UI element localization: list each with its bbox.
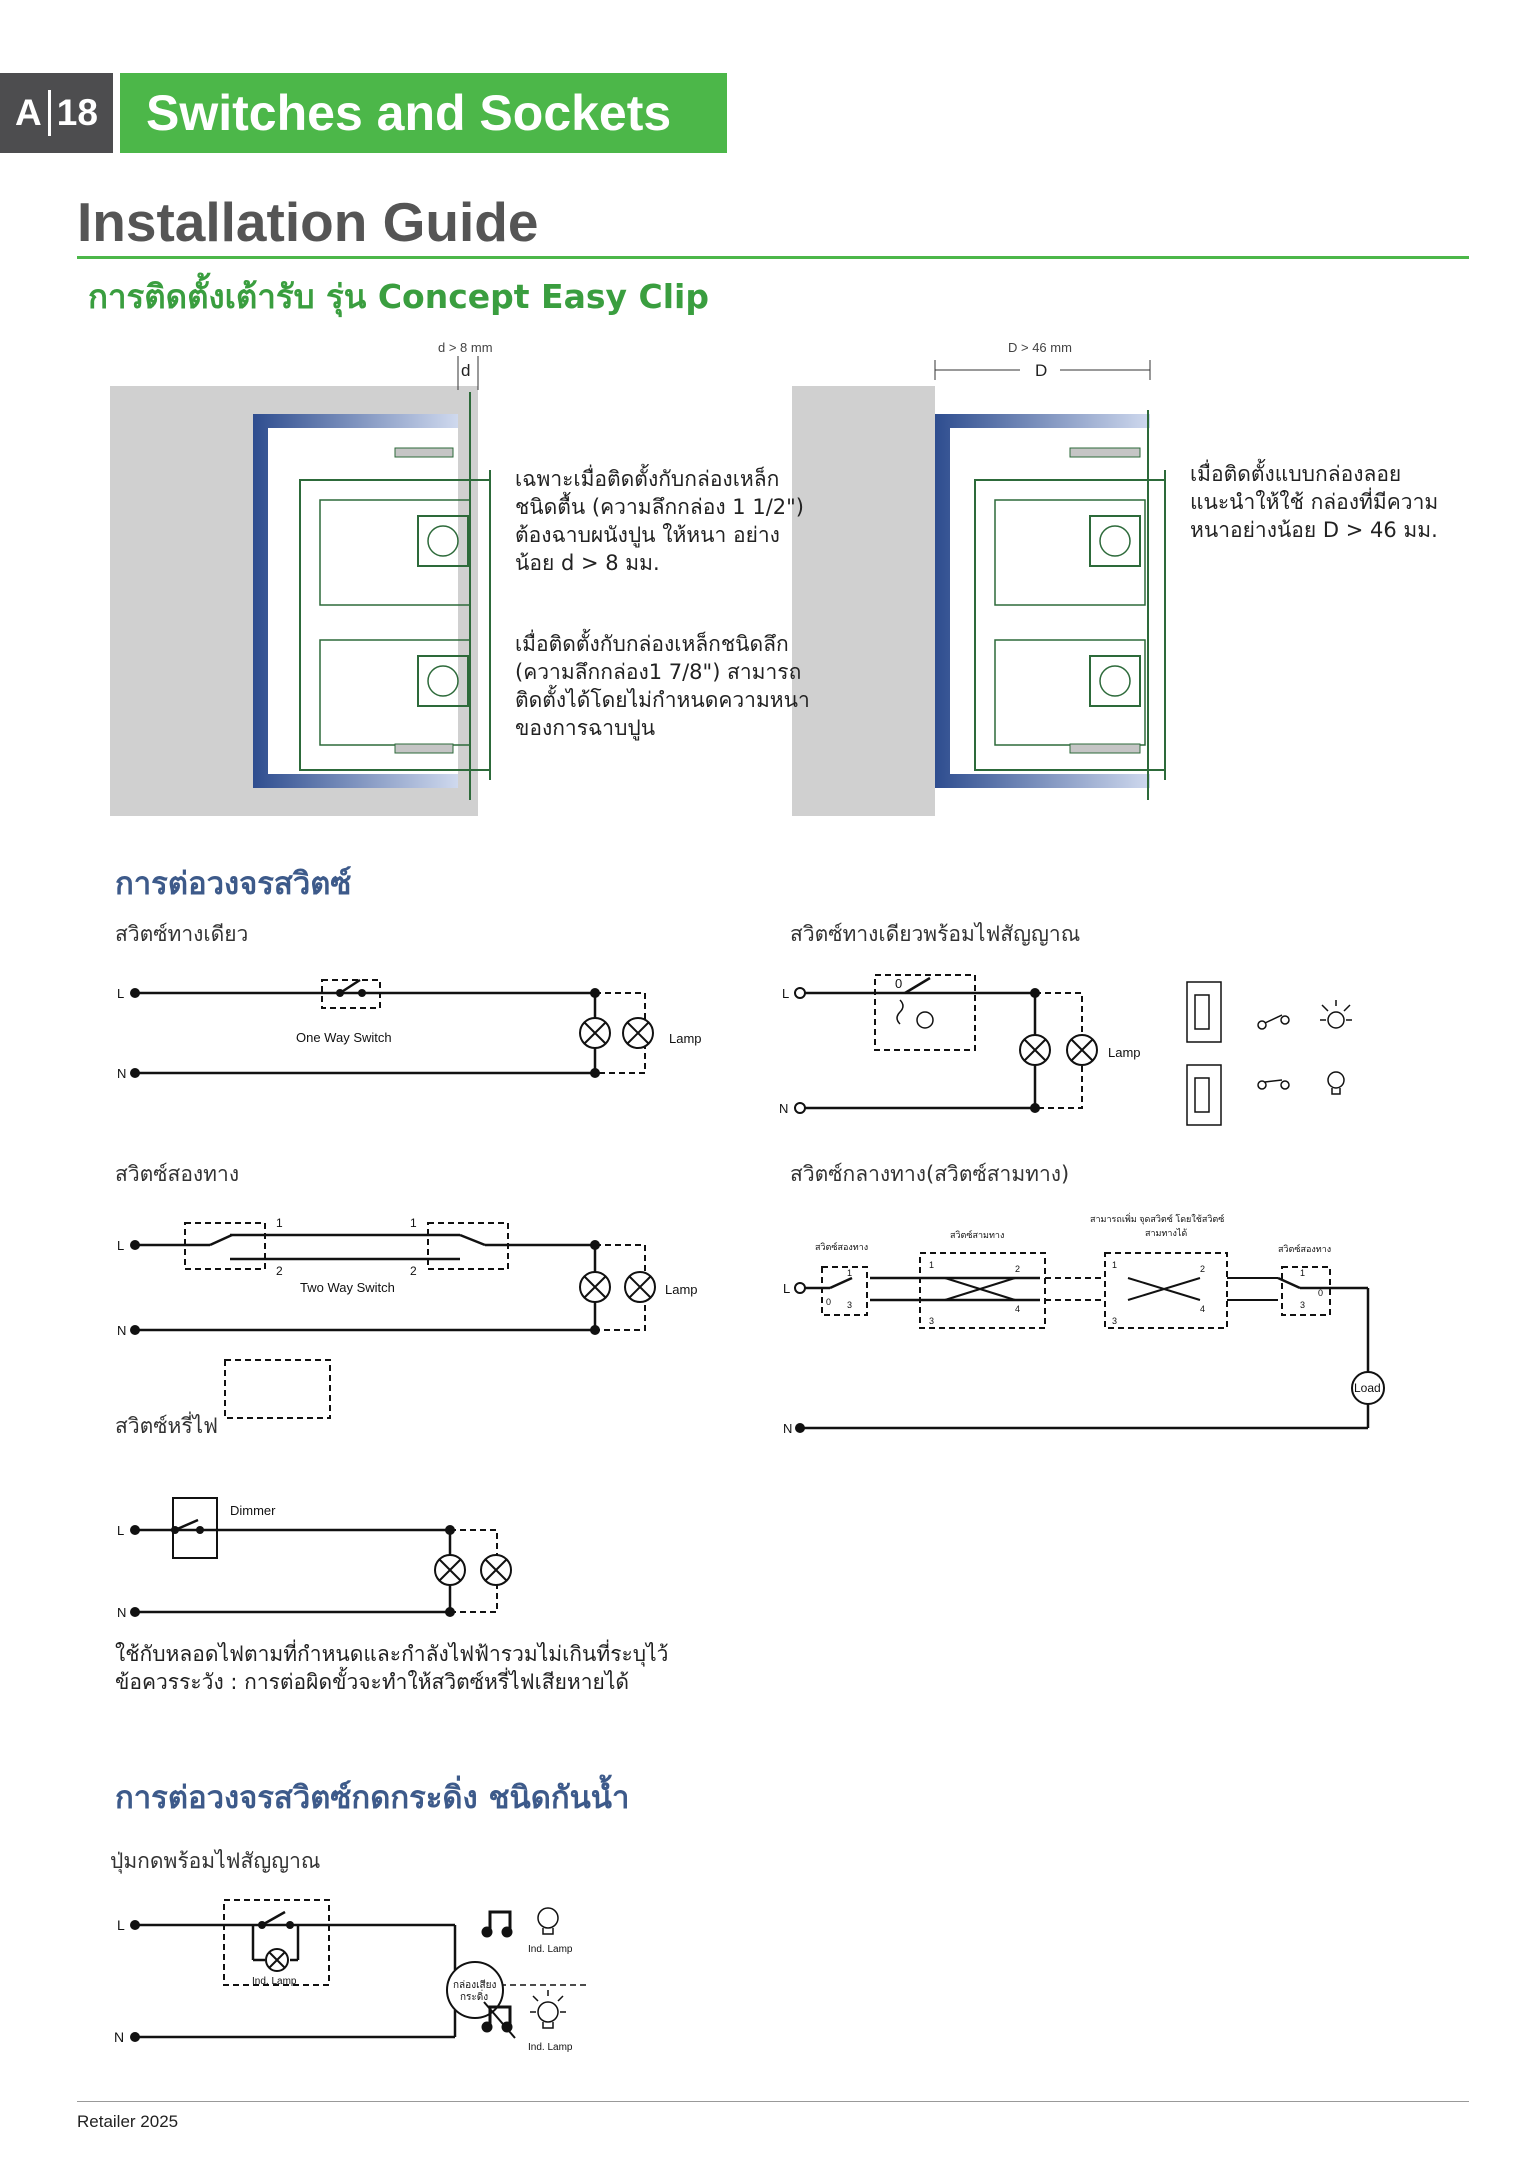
intermediate-title: สวิตซ์กลางทาง(สวิตซ์สามทาง) <box>790 1162 1070 1186</box>
screw-bottom <box>395 744 453 753</box>
ind-zero: 0 <box>895 976 903 991</box>
int-n3-c: 3 <box>1112 1316 1118 1326</box>
note-line: หนาอย่างน้อย D > 46 มม. <box>1190 518 1438 542</box>
lamp-icon <box>623 1018 653 1048</box>
bell-ind-lamp-label-2: Ind. Lamp <box>528 1944 573 1955</box>
bell-ind-lamp-label-1: Ind. Lamp <box>252 1976 297 1987</box>
dimmer-title: สวิตซ์หรี่ไฟ <box>115 1414 219 1438</box>
flush-mount-drawing <box>110 340 493 816</box>
tag-divider <box>48 90 51 136</box>
int-mid-label: สวิตซ์สามทาง <box>950 1230 1005 1240</box>
title-divider <box>77 256 1469 259</box>
two-way-t2-right: 2 <box>410 1264 417 1278</box>
install-note-surface <box>1190 460 1438 544</box>
page-subtitle: การติดตั้งเต้ารับ รุ่น Concept Easy Clip <box>88 277 709 316</box>
two-way-title: สวิตซ์สองทาง <box>115 1162 240 1186</box>
dimmer-N: N <box>117 1605 127 1620</box>
bell-switch-box <box>224 1900 329 1985</box>
lamp-icon <box>625 1272 655 1302</box>
bell-lamp-on-icon <box>530 1990 566 2028</box>
note-line: (ความลึกกล่อง1 7/8") สามารถ <box>515 660 802 684</box>
bell-N: N <box>114 2029 125 2045</box>
dimmer-L: L <box>117 1523 125 1538</box>
int-n3-b: 3 <box>929 1316 935 1326</box>
two-way-lamp-label: Lamp <box>665 1282 698 1297</box>
socket-hole-bottom <box>1090 656 1140 706</box>
bell-ind-lamp-label-3: Ind. Lamp <box>528 2042 573 2053</box>
int-n1-c: 1 <box>1112 1260 1118 1270</box>
dim-letter-d: d <box>461 361 471 380</box>
circuit-diagrams <box>0 960 1538 1660</box>
chapter-title: Switches and Sockets <box>120 73 727 153</box>
two-way-t1-right: 1 <box>410 1216 417 1230</box>
int-n4: 4 <box>1015 1304 1021 1314</box>
page-number-tag <box>0 73 113 153</box>
int-switch-box-1 <box>822 1267 867 1315</box>
dim-letter-D: D <box>1035 361 1048 380</box>
two-way-N: N <box>117 1323 127 1338</box>
one-way-title: สวิตซ์ทางเดียว <box>115 922 249 946</box>
int-add-label-2: สามทางได้ <box>1145 1228 1188 1238</box>
install-note-deep <box>515 630 810 742</box>
lamp-icon <box>481 1555 511 1585</box>
dimmer-note-line: ข้อควรระวัง : การต่อผิดขั้วจะทำให้สวิตซ์หรี่ไฟเสียหายได้ <box>115 1670 630 1694</box>
note-line: ชนิดตื้น (ความลึกกล่อง 1 1/2") <box>515 495 804 519</box>
switch-circuits-heading: การต่อวงจรสวิตซ์ <box>115 866 352 902</box>
socket-ring-bottom <box>1100 666 1130 696</box>
note-line: ต้องฉาบผนังปูน ให้หนา อย่าง <box>515 523 780 547</box>
socket-ring-top <box>1100 526 1130 556</box>
two-way-t1-left: 1 <box>276 1216 283 1230</box>
wall-plaster <box>792 386 935 816</box>
note-line: เฉพาะเมื่อติดตั้งกับกล่องเหล็ก <box>515 467 780 491</box>
int-n1: 1 <box>847 1268 853 1278</box>
one-way-lamp-label: Lamp <box>669 1031 702 1046</box>
int-N: N <box>783 1421 793 1436</box>
footer-text: Retailer 2025 <box>77 2112 179 2131</box>
note-line: แนะนำให้ใช้ กล่องที่มีความ <box>1190 490 1439 514</box>
int-n3: 3 <box>847 1300 853 1310</box>
lamp-icon <box>1020 1035 1050 1065</box>
surface-mount-drawing <box>792 340 1165 816</box>
bell-lamp-off-icon <box>538 1908 558 1934</box>
bell-switch-box <box>225 1360 330 1418</box>
one-way-switch-label: One Way Switch <box>296 1030 392 1045</box>
int-n1-d: 1 <box>1300 1268 1306 1278</box>
cover-plate <box>1148 410 1165 800</box>
footer-divider <box>77 2101 1469 2102</box>
note-line: ของการฉาบปูน <box>515 716 656 740</box>
int-load-label: Load <box>1354 1381 1381 1395</box>
section-letter: A <box>15 92 42 133</box>
ind-L: L <box>782 986 790 1001</box>
note-line: ติดตั้งได้โดยไม่กำหนดความหนา <box>515 688 810 712</box>
ind-N: N <box>779 1101 789 1116</box>
int-n1-b: 1 <box>929 1260 935 1270</box>
doorbell-heading: การต่อวงจรสวิตซ์กดกระดิ่ง ชนิดกันน้ำ <box>115 1780 630 1816</box>
two-way-switch-label: Two Way Switch <box>300 1280 395 1295</box>
dimmer-note <box>115 1640 668 1696</box>
dim-caption-d: d > 8 mm <box>438 340 493 355</box>
music-note-icon <box>483 1912 511 1936</box>
int-n2-c: 2 <box>1200 1264 1206 1274</box>
screw-bottom <box>1070 744 1140 753</box>
int-n2: 2 <box>1015 1264 1021 1274</box>
ind-lamp-label: Lamp <box>1108 1045 1141 1060</box>
wall-cavity <box>253 414 458 788</box>
lamp-icon <box>580 1018 610 1048</box>
int-n0-d: 0 <box>1318 1288 1324 1298</box>
page-title: Installation Guide <box>77 191 539 253</box>
two-way-L: L <box>117 1238 125 1253</box>
two-way-t2-left: 2 <box>276 1264 283 1278</box>
dim-caption-D: D > 46 mm <box>1008 340 1072 355</box>
int-right-label: สวิตซ์สองทาง <box>1278 1244 1332 1254</box>
page-number: 18 <box>56 92 98 133</box>
doorbell-diagram <box>0 1890 700 2070</box>
note-line: น้อย d > 8 มม. <box>515 551 660 575</box>
int-n0: 0 <box>826 1297 832 1307</box>
socket-body <box>975 480 1165 770</box>
screw-top <box>1070 448 1140 457</box>
surface-box <box>935 414 1150 788</box>
dimmer-note-line: ใช้กับหลอดไฟตามที่กำหนดและกำลังไฟฟ้ารวมไม่เกินที่ระบุไว้ <box>115 1642 669 1666</box>
bell-box-label-1: กล่องเสียง <box>453 1980 497 1991</box>
note-line: เมื่อติดตั้งกับกล่องเหล็กชนิดลึก <box>515 632 789 656</box>
ind-lamp-icon <box>897 1000 933 1028</box>
lamp-icon <box>580 1272 610 1302</box>
one-way-N: N <box>117 1066 127 1081</box>
one-way-L: L <box>117 986 125 1001</box>
note-line: เมื่อติดตั้งแบบกล่องลอย <box>1190 462 1402 486</box>
music-note-muted-icon <box>483 2002 515 2038</box>
screw-top <box>395 448 453 457</box>
int-add-label-1: สามารถเพิ่ม จุดสวิตซ์ โดยใช้สวิตซ์ <box>1090 1214 1225 1224</box>
int-L: L <box>783 1281 791 1296</box>
doorbell-title: ปุ่มกดพร้อมไฟสัญญาณ <box>110 1849 321 1873</box>
socket-hole-top <box>1090 516 1140 566</box>
bell-switch-lever <box>262 1912 285 1925</box>
dimmer-label: Dimmer <box>230 1503 276 1518</box>
int-n4-c: 4 <box>1200 1304 1206 1314</box>
int-n3-d: 3 <box>1300 1300 1306 1310</box>
lamp-icon <box>435 1555 465 1585</box>
one-way-ind-title: สวิตซ์ทางเดียวพร้อมไฟสัญญาณ <box>790 922 1081 946</box>
int-left-label: สวิตซ์สองทาง <box>815 1242 869 1252</box>
bell-L: L <box>117 1917 125 1933</box>
ind-lamp-icon <box>266 1949 288 1971</box>
switch-state-legend <box>1187 982 1352 1125</box>
bell-box-label-2: กระดิ่ง <box>460 1992 489 2003</box>
install-note-shallow <box>515 465 804 577</box>
lamp-icon <box>1067 1035 1097 1065</box>
